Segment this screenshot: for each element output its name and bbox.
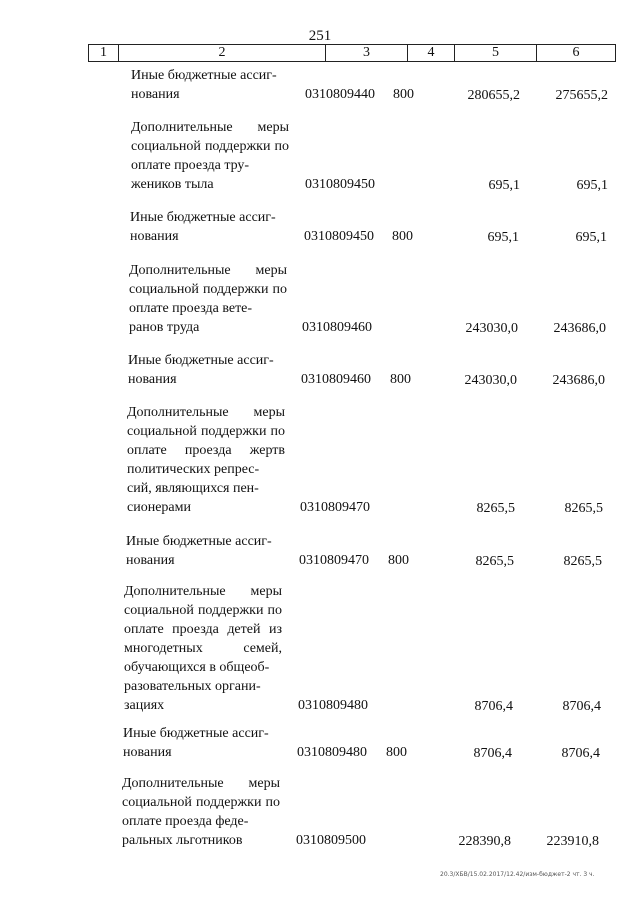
row-value-col6: 8265,5 [563, 554, 602, 569]
row-value-col6: 275655,2 [555, 88, 608, 103]
row-description: Дополнительные меры социальной поддержки по оплате проезда феде- ральных льготников [122, 776, 280, 848]
row-description: Иные бюджетные ассиг- нования [130, 210, 276, 244]
row-value-col5: 8706,4 [473, 746, 512, 761]
row-expense-type: 800 [392, 229, 413, 244]
row-value-col6: 695,1 [576, 178, 608, 193]
row-description: Иные бюджетные ассиг- нования [131, 68, 277, 102]
column-header-2: 2 [119, 45, 326, 62]
row-description: Дополнительные меры социальной поддержки по оплате проезда детей из многодетных семей, обучающихся в общеоб- разовательных органи- зациях [124, 584, 282, 713]
column-header-1: 1 [89, 45, 119, 62]
column-header-6: 6 [537, 45, 616, 62]
row-code: 0310809480 [297, 745, 367, 760]
row-value-col6: 8706,4 [562, 699, 601, 714]
row-value-col6: 243686,0 [553, 321, 606, 336]
row-description: Иные бюджетные ассиг- нования [123, 726, 269, 760]
row-code: 0310809460 [302, 320, 372, 335]
row-value-col5: 8265,5 [476, 501, 515, 516]
row-value-col6: 223910,8 [546, 834, 599, 849]
row-value-col5: 8265,5 [475, 554, 514, 569]
row-value-col5: 280655,2 [467, 88, 520, 103]
row-code: 0310809500 [296, 833, 366, 848]
row-value-col5: 8706,4 [474, 699, 513, 714]
row-expense-type: 800 [386, 745, 407, 760]
row-value-col6: 243686,0 [552, 373, 605, 388]
row-expense-type: 800 [390, 372, 411, 387]
row-code: 0310809480 [298, 698, 368, 713]
row-code: 0310809450 [305, 177, 375, 192]
row-code: 0310809450 [304, 229, 374, 244]
column-header-table [88, 44, 616, 62]
row-expense-type: 800 [388, 553, 409, 568]
row-code: 0310809460 [301, 372, 371, 387]
row-description: Дополнительные меры социальной поддержки по оплате проезда жертв политических репрес- сий, являющихся пен- сионерами [127, 405, 285, 515]
row-description: Дополнительные меры социальной поддержки по оплате проезда вете- ранов труда [129, 263, 287, 335]
row-code: 0310809470 [300, 500, 370, 515]
document-footer: 20.3/ХБВ/15.02.2017/12.42/изм-бюджет-2 чт. 3 ч. [440, 871, 595, 878]
row-description: Иные бюджетные ассиг- нования [126, 534, 272, 568]
row-value-col5: 243030,0 [464, 373, 517, 388]
row-value-col5: 695,1 [487, 230, 519, 245]
column-header-3: 3 [326, 45, 408, 62]
row-code: 0310809470 [299, 553, 369, 568]
row-value-col5: 695,1 [488, 178, 520, 193]
column-header-4: 4 [408, 45, 455, 62]
row-value-col5: 228390,8 [458, 834, 511, 849]
page-number: 251 [308, 28, 332, 44]
row-value-col6: 8265,5 [564, 501, 603, 516]
row-expense-type: 800 [393, 87, 414, 102]
row-description: Дополнительные меры социальной поддержки по оплате проезда тру- жеников тыла [131, 120, 289, 192]
row-value-col6: 8706,4 [561, 746, 600, 761]
column-header-5: 5 [455, 45, 537, 62]
row-code: 0310809440 [305, 87, 375, 102]
row-description: Иные бюджетные ассиг- нования [128, 353, 274, 387]
row-value-col6: 695,1 [575, 230, 607, 245]
row-value-col5: 243030,0 [465, 321, 518, 336]
